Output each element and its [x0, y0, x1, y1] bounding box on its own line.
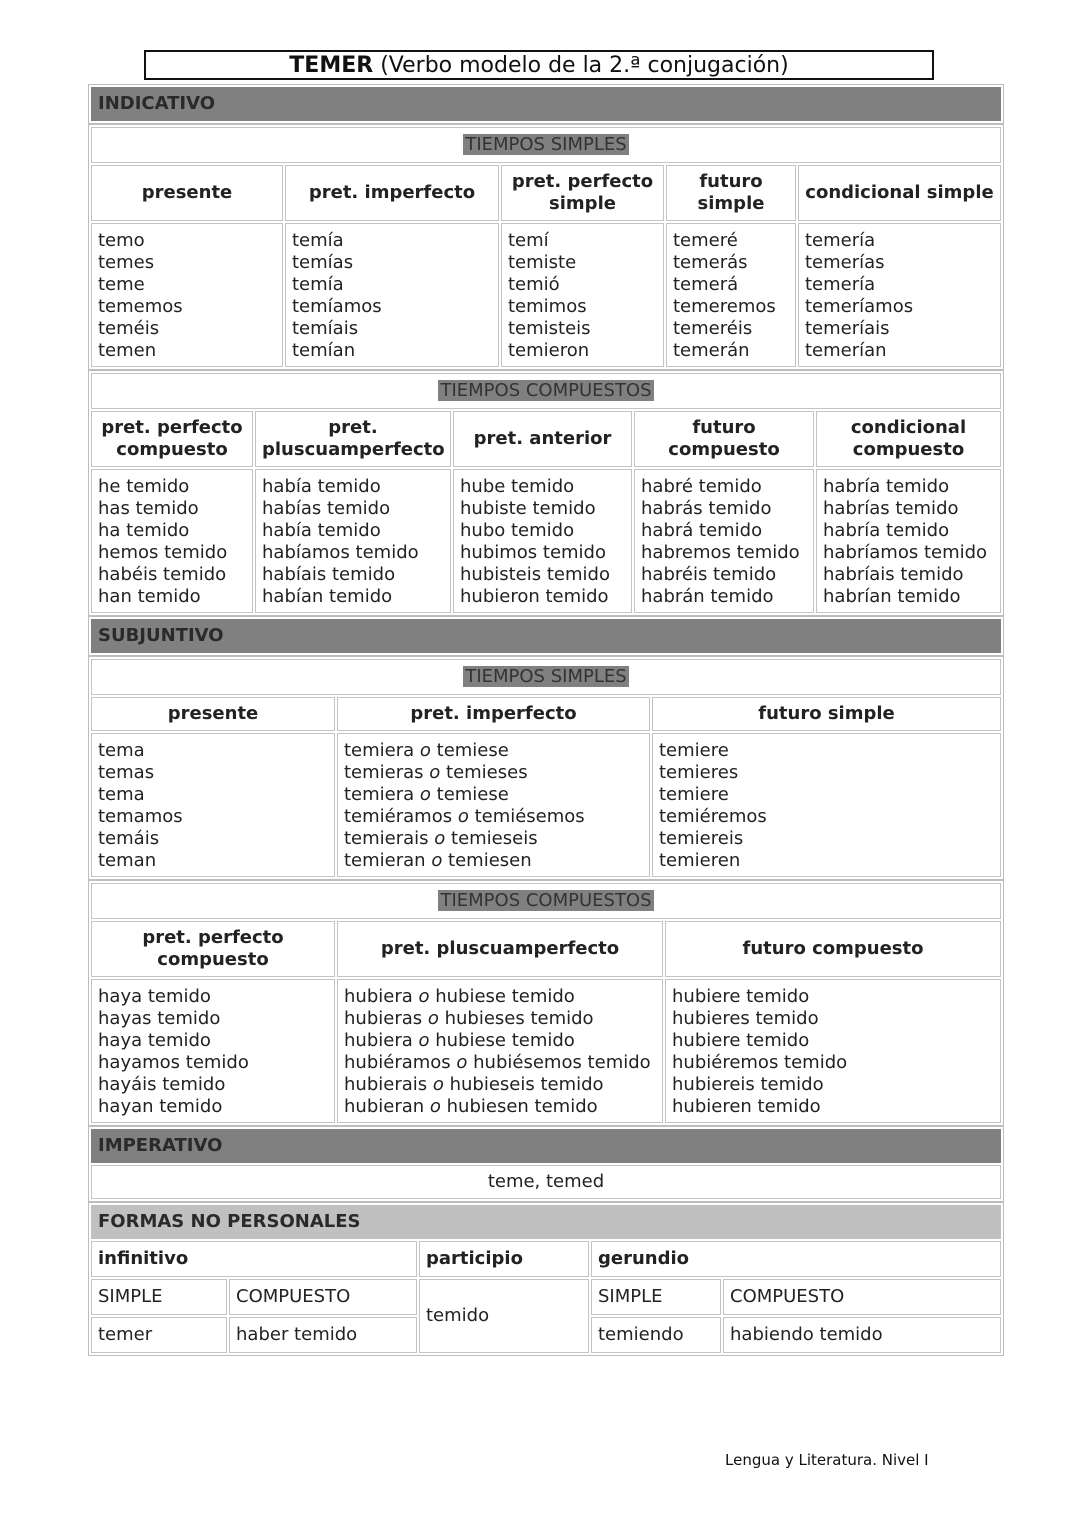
indicativo-header-table: [88, 84, 1004, 124]
column-header: pret. perfecto compuesto: [91, 411, 253, 467]
column-header: pret. pluscuamperfecto: [255, 411, 451, 467]
forms-cell: [255, 469, 451, 613]
column-header: condicional compuesto: [816, 411, 1001, 467]
conjugated-form: hubimos temido: [460, 542, 606, 563]
gerundio-compuesto: habiendo temido: [723, 1317, 1001, 1353]
conjugated-form: hubiéramos o hubiésemos temido: [344, 1052, 651, 1073]
conjugated-form: temerás: [673, 252, 748, 273]
conjugated-form: temió: [508, 274, 560, 295]
conjugated-form: temía: [292, 230, 344, 251]
conjugated-form: has temido: [98, 498, 199, 519]
conjugated-form: temeríamos: [805, 296, 914, 317]
forms-cell: [337, 733, 650, 877]
conjugation-sheet: [88, 84, 1004, 1356]
imperativo-forms: teme, temed: [91, 1165, 1001, 1199]
conjugated-form: temiste: [508, 252, 577, 273]
conjugated-form: hubieran o hubiesen temido: [344, 1096, 598, 1117]
conjugated-form: hubiereis temido: [672, 1074, 824, 1095]
conjugated-form: habían temido: [262, 586, 393, 607]
conjugated-form: hubiera o hubiese temido: [344, 986, 575, 1007]
imperativo-table: [88, 1126, 1004, 1202]
conjugated-form: tema: [98, 740, 145, 761]
conjugated-form: habrían temido: [823, 586, 961, 607]
conjugated-form: hubieras o hubieses temido: [344, 1008, 594, 1029]
conjugated-form: temimos: [508, 296, 587, 317]
conjugated-form: temiere: [659, 784, 729, 805]
page-footer: Lengua y Literatura. Nivel I: [725, 1451, 929, 1469]
forms-cell: [816, 469, 1001, 613]
conjugated-form: he temido: [98, 476, 190, 497]
conjugated-form: temí: [508, 230, 549, 251]
conjugated-form: habría temido: [823, 476, 950, 497]
conjugated-form: temen: [98, 340, 157, 361]
conjugated-form: habíamos temido: [262, 542, 419, 563]
forms-cell: [665, 979, 1001, 1123]
column-header: futuro simple: [652, 697, 1001, 731]
conjugated-form: habríais temido: [823, 564, 964, 585]
forms-cell: [634, 469, 814, 613]
forms-cell: [285, 223, 499, 367]
conjugated-form: habéis temido: [98, 564, 227, 585]
conjugated-form: habíais temido: [262, 564, 396, 585]
forms-cell: [91, 223, 283, 367]
conjugated-form: temeré: [673, 230, 738, 251]
column-header: futuro simple: [666, 165, 796, 221]
conjugated-form: hubiere temido: [672, 986, 810, 1007]
conjugated-form: hayan temido: [98, 1096, 223, 1117]
conjugated-form: temerías: [805, 252, 885, 273]
column-header: pret. perfecto simple: [501, 165, 664, 221]
subjuntivo-header-table: [88, 616, 1004, 656]
conjugated-form: hubieres temido: [672, 1008, 819, 1029]
conjugated-form: temisteis: [508, 318, 591, 339]
conjugated-form: haya temido: [98, 1030, 211, 1051]
conjugated-form: temieran o temiesen: [344, 850, 532, 871]
infinitivo-simple-label: SIMPLE: [91, 1279, 227, 1315]
conjugated-form: temeríais: [805, 318, 890, 339]
conjugated-form: habías temido: [262, 498, 391, 519]
conjugated-form: habrá temido: [641, 520, 763, 541]
conjugated-form: teme: [98, 274, 145, 295]
subjuntivo-compuestos-table: [88, 880, 1004, 1126]
column-header: presente: [91, 165, 283, 221]
page-title: [144, 50, 934, 80]
tiempos-simples-label: TIEMPOS SIMPLES: [91, 127, 1001, 163]
conjugated-form: habríamos temido: [823, 542, 988, 563]
conjugated-form: tememos: [98, 296, 183, 317]
conjugated-form: habréis temido: [641, 564, 777, 585]
conjugated-form: temían: [292, 340, 356, 361]
conjugated-form: hubiere temido: [672, 1030, 810, 1051]
forms-cell: [652, 733, 1001, 877]
conjugated-form: hubieren temido: [672, 1096, 821, 1117]
verb-subtitle: (Verbo modelo de la 2.ª conjugación): [373, 53, 789, 78]
conjugated-form: temas: [98, 762, 155, 783]
conjugated-form: temiéremos: [659, 806, 767, 827]
column-header: pret. imperfecto: [285, 165, 499, 221]
conjugated-form: temerán: [673, 340, 750, 361]
conjugated-form: hubiera o hubiese temido: [344, 1030, 575, 1051]
forms-cell: [91, 469, 253, 613]
no-personales-header: FORMAS NO PERSONALES: [91, 1205, 1001, 1239]
tiempos-compuestos-label: TIEMPOS COMPUESTOS: [91, 373, 1001, 409]
conjugated-form: hubisteis temido: [460, 564, 610, 585]
forms-cell: [91, 979, 335, 1123]
conjugated-form: temiere: [659, 740, 729, 761]
conjugated-form: temieres: [659, 762, 739, 783]
conjugated-form: temo: [98, 230, 145, 251]
conjugated-form: había temido: [262, 476, 381, 497]
conjugated-form: hayamos temido: [98, 1052, 249, 1073]
conjugated-form: habrán temido: [641, 586, 774, 607]
conjugated-form: temeréis: [673, 318, 753, 339]
column-header: pret. anterior: [453, 411, 632, 467]
forms-cell: [501, 223, 664, 367]
imperativo-header: IMPERATIVO: [91, 1129, 1001, 1163]
conjugated-form: temiera o temiese: [344, 740, 509, 761]
infinitivo-compuesto: haber temido: [229, 1317, 417, 1353]
conjugated-form: hayáis temido: [98, 1074, 226, 1095]
subjuntivo-header: SUBJUNTIVO: [91, 619, 1001, 653]
conjugated-form: temeremos: [673, 296, 776, 317]
verb-name: TEMER: [289, 53, 374, 78]
conjugated-form: tema: [98, 784, 145, 805]
indicativo-header: INDICATIVO: [91, 87, 1001, 121]
conjugated-form: había temido: [262, 520, 381, 541]
tiempos-compuestos-label: TIEMPOS COMPUESTOS: [91, 883, 1001, 919]
forms-cell: [453, 469, 632, 613]
conjugated-form: temieron: [508, 340, 590, 361]
participio-value: temido: [419, 1279, 589, 1353]
conjugated-form: haya temido: [98, 986, 211, 1007]
subjuntivo-simples-table: [88, 656, 1004, 880]
column-header: presente: [91, 697, 335, 731]
indicativo-simples-table: [88, 124, 1004, 370]
conjugated-form: habrás temido: [641, 498, 772, 519]
gerundio-simple: temiendo: [591, 1317, 721, 1353]
tiempos-simples-label: TIEMPOS SIMPLES: [91, 659, 1001, 695]
conjugated-form: hubierais o hubieseis temido: [344, 1074, 604, 1095]
forms-cell: [337, 979, 663, 1123]
column-header: pret. pluscuamperfecto: [337, 921, 663, 977]
column-header: condicional simple: [798, 165, 1001, 221]
conjugated-form: temáis: [98, 828, 160, 849]
conjugated-form: temieras o temieses: [344, 762, 528, 783]
conjugated-form: han temido: [98, 586, 201, 607]
no-personales-table: [88, 1202, 1004, 1356]
gerundio-compuesto-label: COMPUESTO: [723, 1279, 1001, 1315]
column-header: pret. perfecto compuesto: [91, 921, 335, 977]
forms-cell: [666, 223, 796, 367]
conjugated-form: teman: [98, 850, 157, 871]
gerundio-simple-label: SIMPLE: [591, 1279, 721, 1315]
conjugated-form: hayas temido: [98, 1008, 221, 1029]
conjugated-form: temía: [292, 274, 344, 295]
conjugated-form: temías: [292, 252, 354, 273]
indicativo-compuestos-table: [88, 370, 1004, 616]
conjugated-form: teméis: [98, 318, 160, 339]
conjugated-form: temieren: [659, 850, 741, 871]
infinitivo-header: infinitivo: [91, 1241, 417, 1277]
column-header: futuro compuesto: [665, 921, 1001, 977]
conjugated-form: hube temido: [460, 476, 575, 497]
column-header: futuro compuesto: [634, 411, 814, 467]
conjugated-form: habría temido: [823, 520, 950, 541]
forms-cell: [91, 733, 335, 877]
conjugated-form: hubiéremos temido: [672, 1052, 848, 1073]
conjugated-form: habrías temido: [823, 498, 959, 519]
conjugated-form: temería: [805, 274, 876, 295]
conjugated-form: temamos: [98, 806, 183, 827]
conjugated-form: hubieron temido: [460, 586, 609, 607]
infinitivo-compuesto-label: COMPUESTO: [229, 1279, 417, 1315]
conjugated-form: temiéramos o temiésemos: [344, 806, 585, 827]
conjugated-form: temería: [805, 230, 876, 251]
conjugated-form: ha temido: [98, 520, 190, 541]
conjugated-form: temes: [98, 252, 155, 273]
conjugated-form: temerían: [805, 340, 887, 361]
conjugated-form: hubo temido: [460, 520, 575, 541]
conjugated-form: hubiste temido: [460, 498, 596, 519]
forms-cell: [798, 223, 1001, 367]
conjugated-form: habremos temido: [641, 542, 800, 563]
conjugated-form: hemos temido: [98, 542, 228, 563]
conjugated-form: temierais o temieseis: [344, 828, 538, 849]
conjugated-form: temiereis: [659, 828, 744, 849]
column-header: pret. imperfecto: [337, 697, 650, 731]
conjugated-form: temiera o temiese: [344, 784, 509, 805]
conjugated-form: habré temido: [641, 476, 762, 497]
conjugated-form: temíamos: [292, 296, 382, 317]
conjugated-form: temíais: [292, 318, 359, 339]
infinitivo-simple: temer: [91, 1317, 227, 1353]
conjugated-form: temerá: [673, 274, 739, 295]
participio-header: participio: [419, 1241, 589, 1277]
gerundio-header: gerundio: [591, 1241, 1001, 1277]
